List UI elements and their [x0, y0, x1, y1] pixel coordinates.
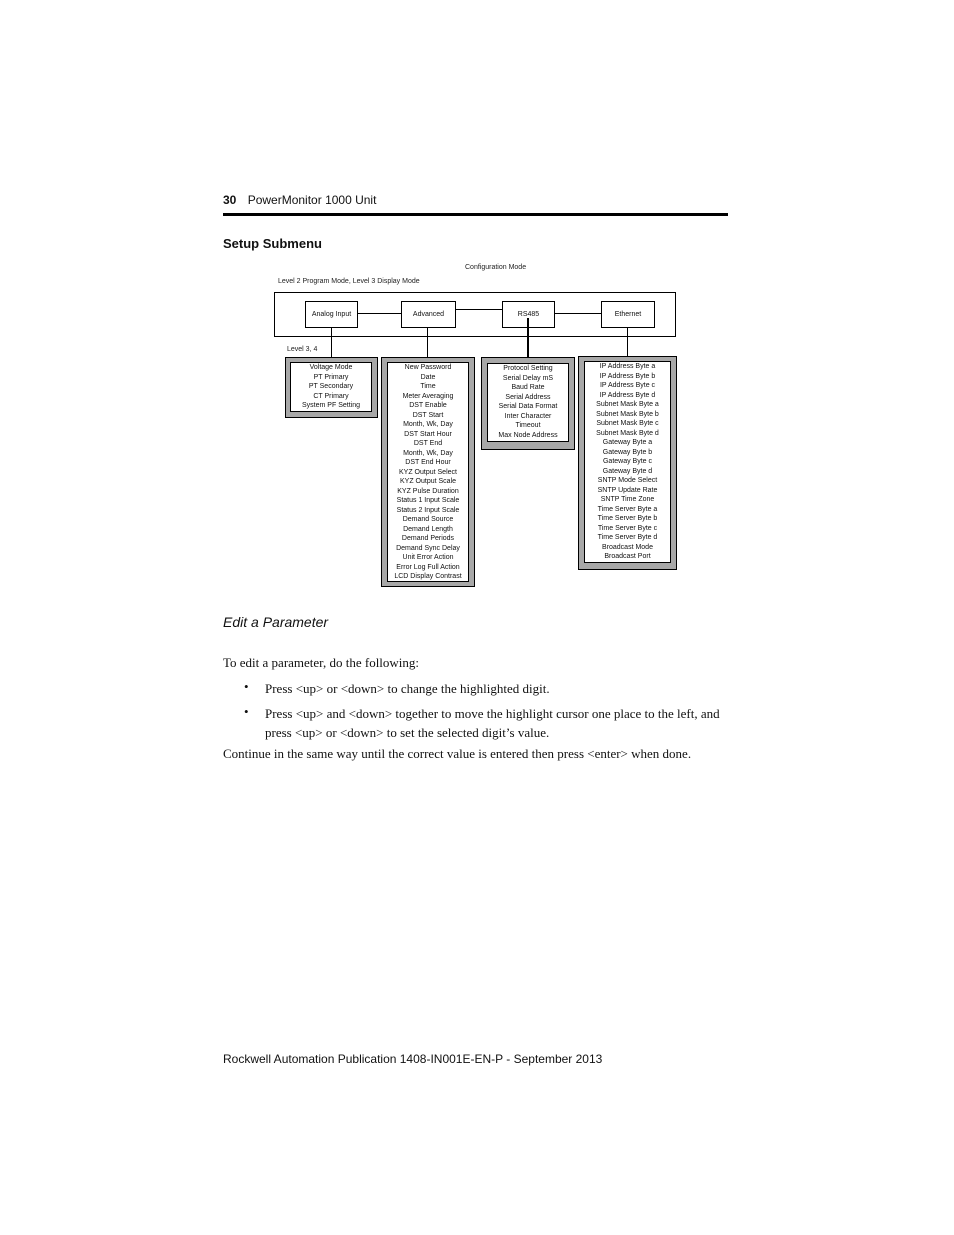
menu-parameter-item: IP Address Byte a: [599, 363, 656, 370]
menu-parameter-item: Subnet Mask Byte b: [596, 410, 659, 418]
menu-parameter-item: Inter Character: [504, 412, 552, 420]
menu-parameter-item: SNTP Update Rate: [597, 486, 658, 494]
menu-parameter-item: Gateway Byte b: [602, 448, 653, 456]
page-footer: Rockwell Automation Publication 1408-IN001E-EN-P - September 2013: [223, 1052, 603, 1066]
connector-line: [554, 313, 601, 314]
menu-parameter-item: DST Enable: [409, 402, 447, 409]
bullet-glyph: •: [244, 704, 249, 719]
menu-parameter-item: PT Primary: [313, 373, 349, 381]
menu-parameter-item: Timeout: [515, 422, 541, 429]
menu-parameter-item: Subnet Mask Byte d: [596, 429, 659, 437]
menu-parameter-item: SNTP Mode Select: [597, 477, 658, 484]
menu-parameter-item: Time Server Byte b: [597, 515, 658, 522]
analog-input-list: [290, 362, 372, 412]
section-title: Setup Submenu: [223, 236, 322, 251]
menu-parameter-item: Gateway Byte a: [602, 439, 653, 446]
menu-parameter-item: Demand Periods: [401, 535, 455, 542]
menu-parameter-item: Error Log Full Action: [396, 563, 460, 571]
rs485-box: RS485: [502, 301, 555, 328]
menu-parameter-item: Demand Length: [403, 525, 453, 533]
menu-parameter-item: Time Server Byte a: [597, 505, 658, 513]
menu-parameter-item: KYZ Pulse Duration: [397, 487, 459, 495]
bullet-item: [244, 704, 728, 742]
running-title: PowerMonitor 1000 Unit: [247, 193, 377, 207]
menu-parameter-item: Month, Wk, Day: [403, 421, 453, 428]
bullet-text: Press <up> or <down> to change the highlighted digit.: [265, 681, 550, 696]
advanced-box: Advanced: [401, 301, 456, 328]
menu-parameter-item: PT Secondary: [308, 383, 354, 390]
menu-parameter-item: DST End: [413, 440, 443, 447]
menu-parameter-item: IP Address Byte b: [599, 372, 656, 380]
conclusion-paragraph: Continue in the same way until the correct value is entered then press <enter> when done.: [223, 746, 692, 761]
menu-parameter-item: Serial Data Format: [498, 403, 558, 410]
menu-parameter-item: System PF Setting: [302, 402, 360, 409]
menu-parameter-item: Demand Sync Delay: [396, 544, 460, 552]
menu-parameter-item: Serial Delay mS: [502, 374, 554, 382]
menu-parameter-item: New Password: [404, 364, 452, 371]
config-mode-label: Configuration Mode: [465, 264, 527, 271]
menu-parameter-item: IP Address Byte c: [599, 382, 656, 389]
menu-parameter-item: Status 2 Input Scale: [396, 506, 460, 514]
connector-line: [357, 313, 401, 314]
menu-parameter-item: Baud Rate: [511, 384, 545, 391]
advanced-list: [387, 362, 469, 582]
program-mode-label: Level 2 Program Mode, Level 3 Display Mode: [278, 278, 420, 285]
menu-parameter-item: Serial Address: [505, 393, 551, 401]
menu-parameter-item: SNTP Time Zone: [600, 496, 655, 503]
menu-parameter-item: Max Node Address: [498, 431, 558, 439]
intro-paragraph: To edit a parameter, do the following:: [223, 655, 420, 670]
menu-parameter-item: Voltage Mode: [309, 364, 353, 371]
level-label: Level 3, 4: [287, 346, 318, 353]
ethernet-list: [584, 361, 671, 563]
rs485-list: [487, 363, 569, 442]
menu-parameter-item: Protocol Setting: [503, 365, 553, 372]
menu-parameter-item: LCD Display Contrast: [394, 573, 462, 580]
bullet-text: Press <up> and <down> together to move the highlight cursor one place to the left, and press <up> or <down> to set the selected digit’s value.: [265, 706, 720, 740]
menu-parameter-item: KYZ Output Scale: [399, 478, 457, 485]
bullet-glyph: •: [244, 679, 249, 694]
ethernet-box: Ethernet: [601, 301, 655, 328]
connector-line: [455, 309, 502, 310]
menu-parameter-item: Status 1 Input Scale: [396, 497, 460, 504]
page-number: 30: [223, 193, 237, 207]
menu-parameter-item: IP Address Byte d: [599, 391, 656, 399]
menu-parameter-item: Time Server Byte d: [597, 534, 658, 541]
menu-parameter-item: DST End Hour: [405, 459, 451, 466]
menu-parameter-item: KYZ Output Select: [399, 468, 457, 476]
subsection-title: Edit a Parameter: [223, 614, 329, 630]
menu-parameter-item: Gateway Byte c: [602, 458, 653, 465]
menu-parameter-item: Month, Wk, Day: [403, 449, 453, 457]
menu-parameter-item: Broadcast Port: [604, 553, 651, 560]
menu-parameter-item: Unit Error Action: [402, 554, 454, 561]
menu-parameter-item: Date: [420, 373, 436, 381]
menu-parameter-item: CT Primary: [313, 392, 349, 400]
menu-parameter-item: Gateway Byte d: [602, 467, 653, 475]
menu-parameter-item: Subnet Mask Byte c: [596, 420, 659, 427]
analog-input-box: Analog Input: [305, 301, 358, 328]
menu-parameter-item: DST Start: [412, 411, 444, 419]
menu-parameter-item: DST Start Hour: [404, 430, 452, 438]
menu-parameter-item: Meter Averaging: [402, 392, 454, 400]
menu-parameter-item: Broadcast Mode: [602, 543, 653, 551]
menu-parameter-item: Time Server Byte c: [597, 524, 658, 532]
menu-parameter-item: Time: [420, 383, 436, 390]
bullet-item: [244, 679, 728, 698]
menu-parameter-item: Subnet Mask Byte a: [596, 401, 659, 408]
menu-parameter-item: Demand Source: [402, 516, 454, 523]
header-rule: [223, 213, 728, 216]
page-header: [223, 193, 376, 207]
